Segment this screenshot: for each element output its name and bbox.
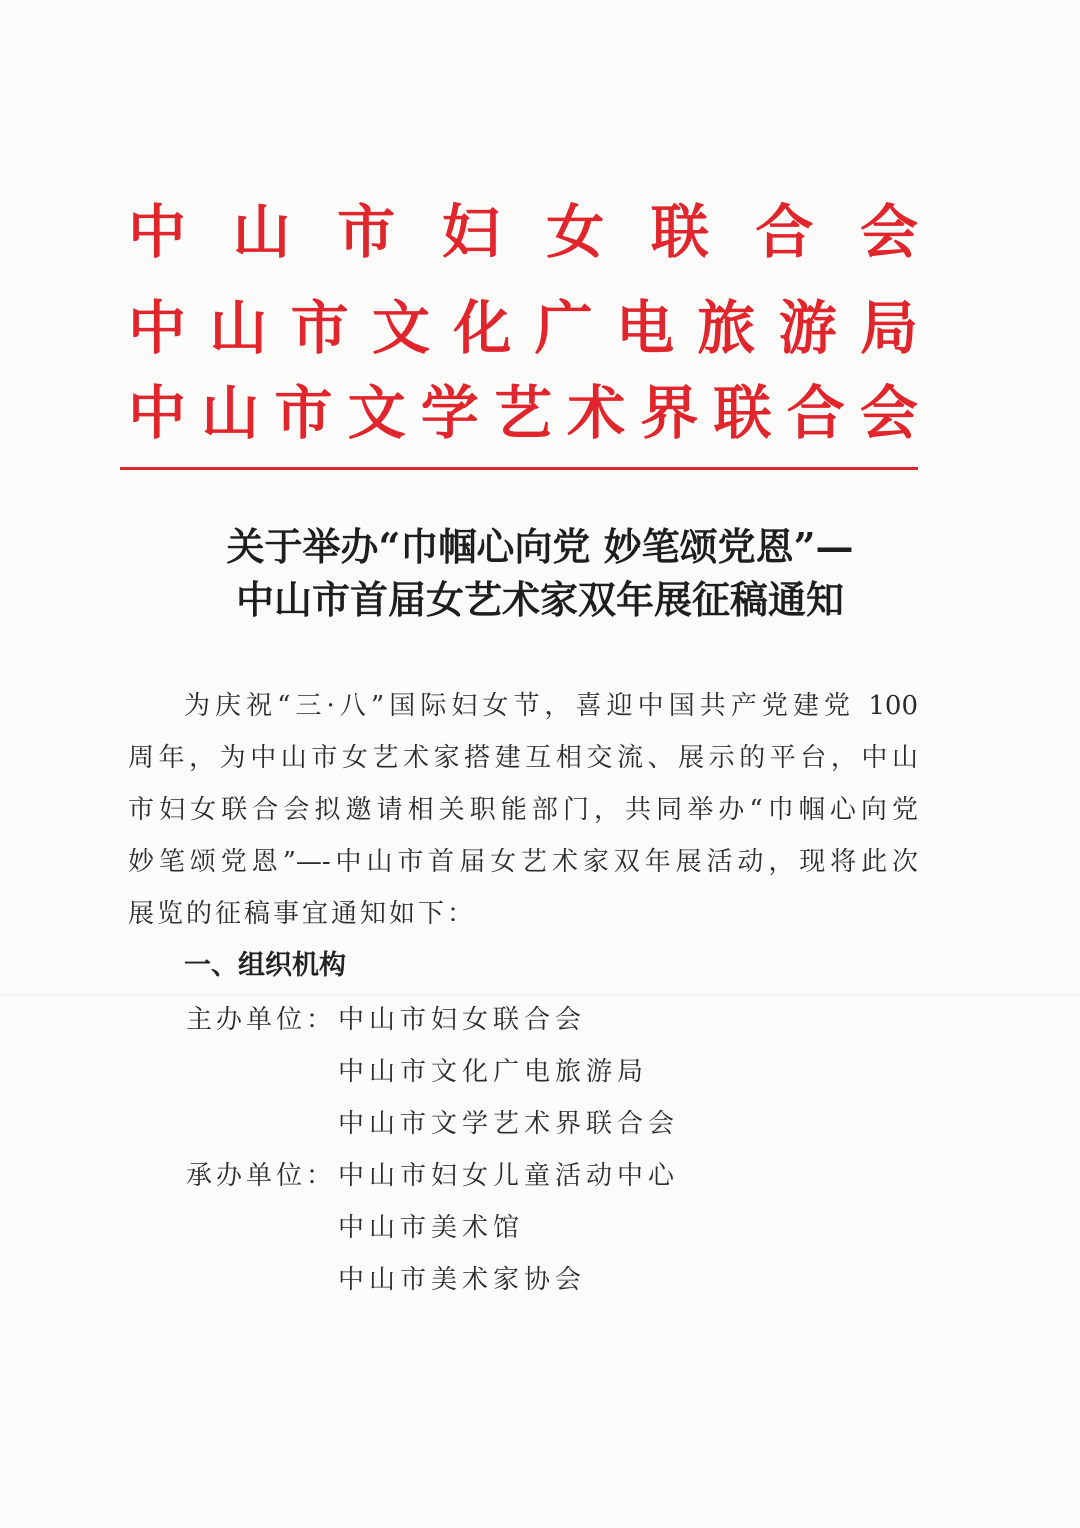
header-char: 文 <box>371 294 430 362</box>
red-header-rule <box>120 467 918 470</box>
body-line: 展览的征稿事宜通知如下： <box>128 899 477 929</box>
header-org-2 <box>128 293 918 363</box>
header-char: 中 <box>128 294 187 362</box>
header-char: 山 <box>201 379 260 447</box>
header-char: 市 <box>290 294 349 362</box>
header-char: 会 <box>859 198 918 266</box>
sponsor-item: 中山市文化广电旅游局 <box>338 1057 649 1087</box>
sponsor-item: 中山市文学艺术界联合会 <box>338 1109 680 1139</box>
header-char: 文 <box>347 379 406 447</box>
document-title-line-2: 中山市首届女艺术家双年展征稿通知 <box>235 577 844 622</box>
header-char: 合 <box>786 379 845 447</box>
header-char: 联 <box>650 198 709 266</box>
header-char: 广 <box>534 294 593 362</box>
body-line: 为庆祝“三·八”国际妇女节，喜迎中国共产党建党 100 <box>184 691 918 721</box>
paper-fold-line <box>0 994 1080 996</box>
organizer-item: 中山市妇女儿童活动中心 <box>338 1161 680 1191</box>
header-char: 术 <box>567 379 626 447</box>
sponsor-label: 主办单位： <box>186 1005 337 1035</box>
header-char: 妇 <box>441 198 500 266</box>
header-org-3 <box>128 378 918 448</box>
header-char: 学 <box>420 379 479 447</box>
body-line: 市妇女联合会拟邀请相关职能部门，共同举办“巾帼心向党 <box>128 795 918 825</box>
header-char: 中 <box>128 198 187 266</box>
header-char: 会 <box>859 379 918 447</box>
body-line: 周年，为中山市女艺术家搭建互相交流、展示的平台，中山 <box>128 743 918 773</box>
section-heading-organization: 一、组织机构 <box>184 950 346 981</box>
header-char: 中 <box>128 379 187 447</box>
header-char: 界 <box>640 379 699 447</box>
header-char: 山 <box>232 198 291 266</box>
organizer-label: 承办单位： <box>186 1161 337 1191</box>
header-char: 联 <box>713 379 772 447</box>
header-char: 市 <box>274 379 333 447</box>
header-char: 化 <box>453 294 512 362</box>
organizer-item: 中山市美术家协会 <box>338 1265 587 1295</box>
header-char: 合 <box>755 198 814 266</box>
header-char: 局 <box>859 294 918 362</box>
header-char: 电 <box>615 294 674 362</box>
document-title-line-1: 关于举办“巾帼心向党 妙笔颂党恩”— <box>226 524 854 569</box>
header-char: 游 <box>778 294 837 362</box>
header-char: 市 <box>337 198 396 266</box>
organizer-item: 中山市美术馆 <box>338 1213 525 1243</box>
header-org-1 <box>128 197 918 267</box>
sponsor-item: 中山市妇女联合会 <box>338 1005 587 1035</box>
header-char: 女 <box>546 198 605 266</box>
header-char: 旅 <box>697 294 756 362</box>
header-char: 山 <box>209 294 268 362</box>
header-char: 艺 <box>493 379 552 447</box>
body-line: 妙笔颂党恩”—-中山市首届女艺术家双年展活动，现将此次 <box>128 847 918 877</box>
